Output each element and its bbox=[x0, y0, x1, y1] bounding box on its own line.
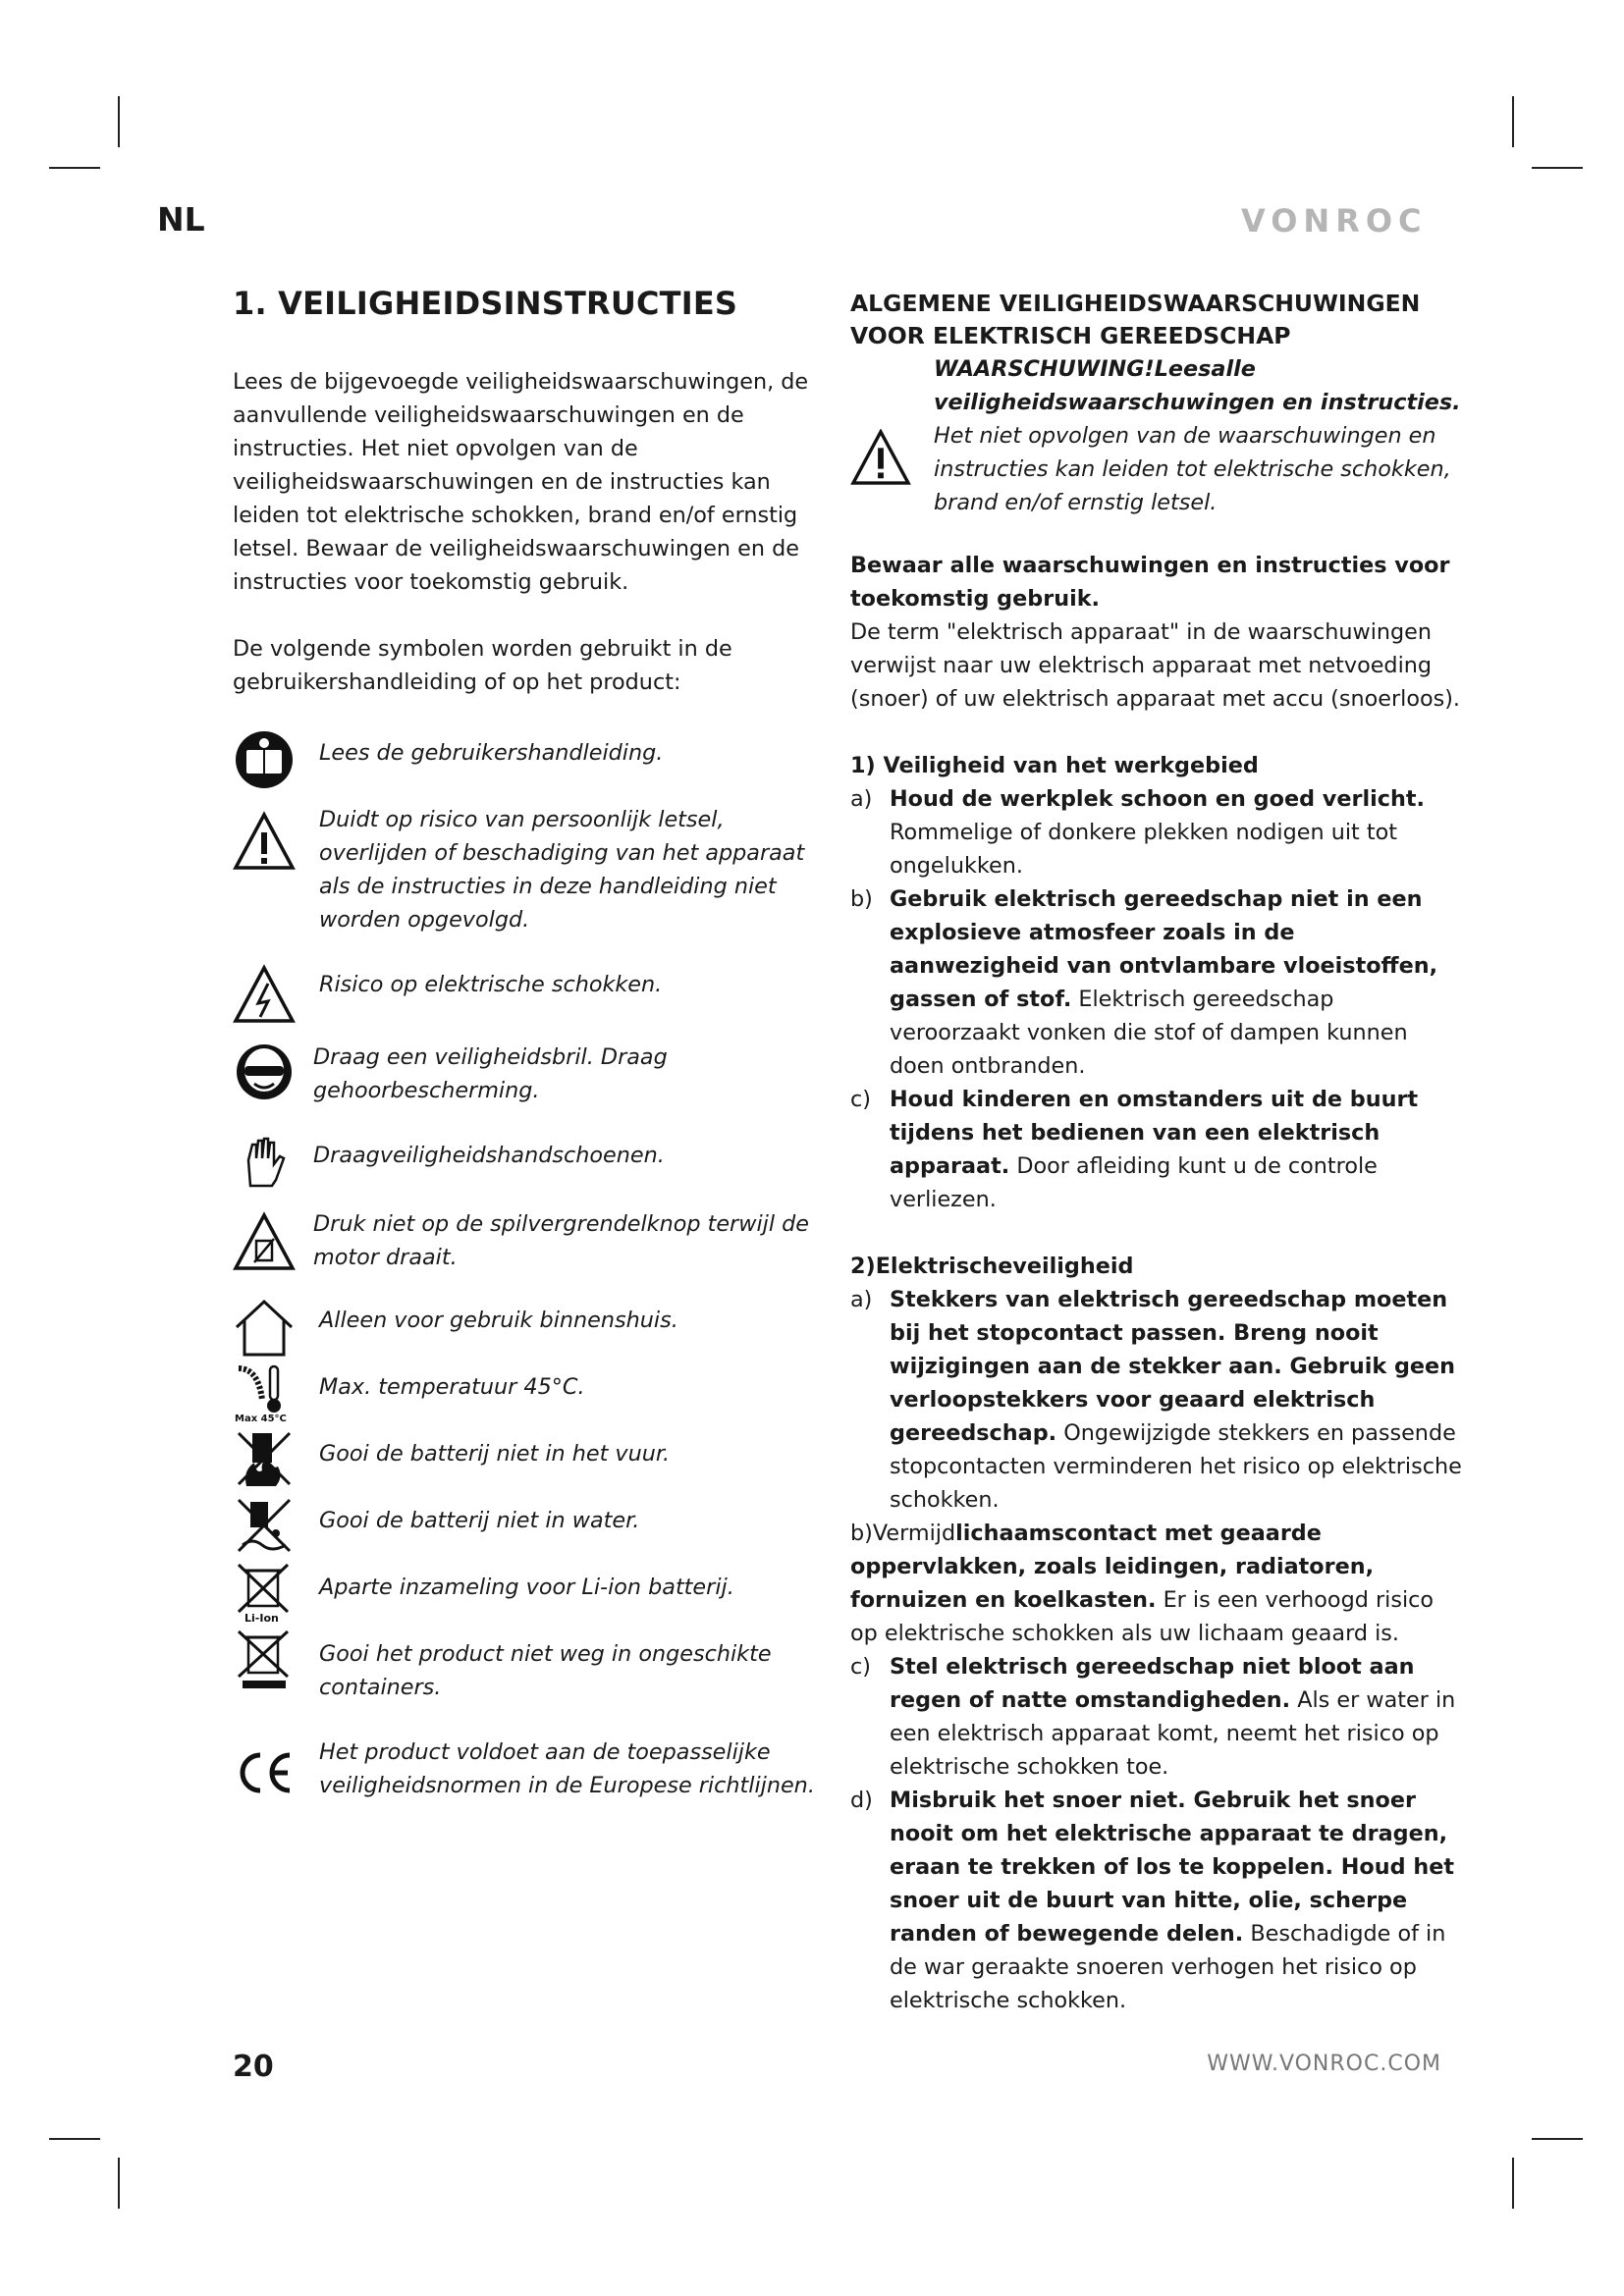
li-ion-bin-icon bbox=[233, 1561, 296, 1624]
list-item: a) Stekkers van elektrisch gereedschap moeten bij het stopcontact passen. Breng nooit wijzigingen aan de stekker aan. Gebruik geen verloopstekkers voor geaard elektrisch gereedschap. Ongewijzigde stekkers en passende stopcontacten verminderen het risico op elektrische schokken. bbox=[850, 1287, 1462, 1513]
symbols-intro: De volgende symbolen worden gebruikt in de gebruikershandleiding of op het product: bbox=[233, 636, 732, 695]
symbol-row: Draag een veiligheidsbril. Draag gehoorbescherming. bbox=[233, 1041, 827, 1139]
symbol-row: Risico op elektrische schokken. bbox=[233, 968, 827, 1041]
gloves-icon bbox=[233, 1131, 296, 1194]
symbol-row: Max 45°C Max. temperatuur 45°C. bbox=[233, 1370, 827, 1437]
warning-text: Het niet opvolgen van de waarschuwingen en instructies kan leiden tot elektrische schokken, brand en/of ernstig letsel. bbox=[934, 423, 1451, 515]
list-item: b) Gebruik elektrisch gereedschap niet in een explosieve atmosfeer zoals in de aanwezigheid van ontvlambare vloeistoffen, gassen of stof. Elektrisch gereedschap veroorzaakt vonken die stof of dampen kunnen doen ontbranden. bbox=[850, 886, 1438, 1079]
language-code: NL bbox=[157, 200, 205, 239]
symbol-row: Druk niet op de spilvergrendelknop terwijl de motor draait. bbox=[233, 1207, 827, 1304]
section-heading: ALGEMENE VEILIGHEIDSWAARSCHUWINGEN VOOR ELEKTRISCH GEREEDSCHAP bbox=[850, 290, 1421, 349]
symbol-row: Li-Ion Aparte inzameling voor Li-ion batterij. bbox=[233, 1571, 827, 1637]
brand-logo bbox=[1241, 202, 1437, 241]
crop-mark bbox=[118, 96, 120, 147]
no-fire-battery-icon bbox=[233, 1427, 296, 1490]
list-item: d) Misbruik het snoer niet. Gebruik het snoer nooit om het elektrische apparaat te dragen, eraan te trekken of los te koppelen. Houd het snoer uit de buurt van hitte, olie, scherpe randen of bewegende delen. Beschadigde of in de war geraakte snoeren verhogen het risico op elektrische schokken. bbox=[850, 1788, 1454, 2013]
indoor-house-icon bbox=[233, 1296, 296, 1359]
spindle-lock-warning-icon bbox=[233, 1211, 296, 1274]
right-column bbox=[850, 288, 1465, 2017]
warning-title: WAARSCHUWING!Leesalle veiligheidswaarschuwingen en instructies. bbox=[934, 356, 1461, 415]
max-temperature-icon bbox=[233, 1361, 296, 1423]
crop-mark bbox=[1532, 167, 1583, 169]
list-item: c) Houd kinderen en omstanders uit de buurt tijdens het bedienen van een elektrisch apparaat. Door afleiding kunt u de controle verliezen. bbox=[850, 1087, 1419, 1212]
crop-mark bbox=[118, 2158, 120, 2209]
page-number: 20 bbox=[233, 2050, 274, 2084]
li-ion-label: Li-Ion bbox=[244, 1612, 279, 1624]
crop-mark bbox=[49, 2138, 100, 2140]
left-column bbox=[233, 285, 827, 1843]
symbol-row: Gooi de batterij niet in het vuur. bbox=[233, 1437, 827, 1504]
brand-logo-text: VONROC bbox=[1241, 202, 1428, 238]
symbol-row: Draagveiligheidshandschoenen. bbox=[233, 1139, 827, 1207]
ce-mark-icon bbox=[233, 1741, 296, 1804]
read-manual-icon bbox=[233, 728, 296, 791]
term-definition: De term "elektrisch apparaat" in de waarschuwingen verwijst naar uw elektrisch apparaat met netvoeding (snoer) of uw elektrisch apparaat met accu (snoerloos). bbox=[850, 619, 1461, 712]
section2-title: 2)Elektrischeveiligheid bbox=[850, 1254, 1134, 1279]
intro-paragraph: Lees de bijgevoegde veiligheidswaarschuwingen, de aanvullende veiligheidswaarschuwingen en de instructies. Het niet opvolgen van de veiligheidswaarschuwingen en de instructies kan leiden tot elektrische schokken, brand en/of ernstig letsel. Bewaar de veiligheidswaarschuwingen en de instructies voor toekomstig gebruik. bbox=[233, 369, 809, 595]
symbol-row: Duidt op risico van persoonlijk letsel, overlijden of beschadiging van het apparaat als de instructies in deze handleiding niet worden opgevolgd. bbox=[233, 803, 827, 968]
symbol-row: Het product voldoet aan de toepasselijke veiligheidsnormen in de Europese richtlijnen. bbox=[233, 1735, 827, 1843]
crop-mark bbox=[49, 167, 100, 169]
symbol-row: Gooi het product niet weg in ongeschikte containers. bbox=[233, 1637, 827, 1735]
max-temperature-label: Max 45°C bbox=[235, 1414, 287, 1423]
list-item: a) Houd de werkplek schoon en goed verlicht. Rommelige of donkere plekken nodigen uit tot ongelukken. bbox=[850, 786, 1425, 879]
list-item: b)Vermijdlichaamscontact met geaarde oppervlakken, zoals leidingen, radiatoren, fornuizen en koelkasten. Er is een verhoogd risico op elektrische schokken als uw lichaam geaard is. bbox=[850, 1521, 1435, 1646]
page-title: 1. VEILIGHEIDSINSTRUCTIES bbox=[233, 285, 738, 322]
symbol-row: Alleen voor gebruik binnenshuis. bbox=[233, 1304, 827, 1370]
list-item: c) Stel elektrisch gereedschap niet bloot aan regen of natte omstandigheden. Als er water in een elektrisch apparaat komt, neemt het risico op elektrische schokken toe. bbox=[850, 1654, 1456, 1780]
crop-mark bbox=[1512, 2158, 1514, 2209]
crop-mark bbox=[1512, 96, 1514, 147]
keep-instructions: Bewaar alle waarschuwingen en instructies voor toekomstig gebruik. bbox=[850, 553, 1450, 612]
goggles-earmuffs-icon bbox=[233, 1041, 296, 1103]
symbol-row: Gooi de batterij niet in water. bbox=[233, 1504, 827, 1571]
crop-mark bbox=[1532, 2138, 1583, 2140]
weee-bin-icon bbox=[233, 1628, 296, 1690]
no-water-battery-icon bbox=[233, 1494, 296, 1557]
symbol-row: Lees de gebruikershandleiding. bbox=[233, 736, 827, 803]
electric-shock-icon bbox=[233, 964, 296, 1027]
warning-triangle-icon bbox=[233, 811, 296, 874]
warning-triangle-icon bbox=[850, 429, 911, 486]
warning-block bbox=[850, 352, 1465, 549]
section1-title: 1) Veiligheid van het werkgebied bbox=[850, 753, 1259, 778]
footer-url: WWW.VONROC.COM bbox=[1207, 2052, 1441, 2076]
